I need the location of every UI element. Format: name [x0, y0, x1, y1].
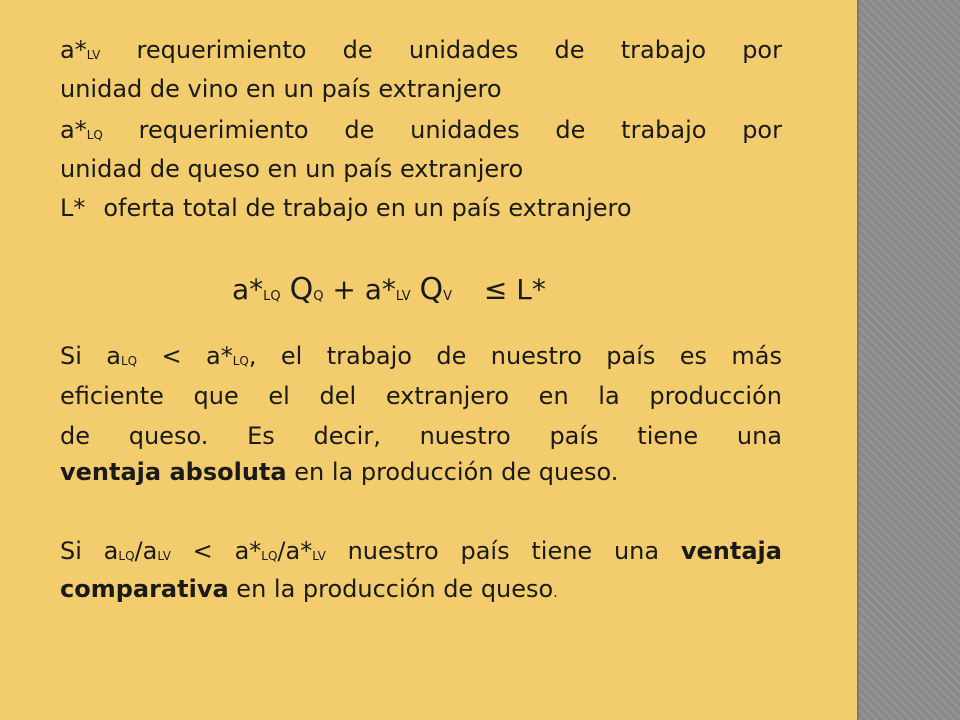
comparative-advantage-line1: Si aLQ/aLV < a*LQ/a*LV nuestro país tiene una ventaja: [60, 537, 782, 565]
comparative-advantage-line2: comparativa en la producción de queso.: [60, 575, 558, 603]
definition-text: requerimiento de unidades de trabajo por: [136, 36, 782, 64]
definition-alq-line2: unidad de queso en un país extranjero: [60, 155, 524, 183]
definition-alv: [60, 34, 782, 70]
labor-constraint-equation: a*LQ QQ + a*LV QV ≤ L*: [232, 272, 546, 307]
symbol: a*LQ: [60, 116, 103, 144]
term-comparativa: comparativa: [60, 575, 229, 603]
definition-text: requerimiento de unidades de trabajo por: [138, 116, 782, 144]
symbol: L*: [60, 194, 86, 222]
absolute-advantage-line4: ventaja absoluta en la producción de queso.: [60, 458, 619, 486]
symbol: a*LV: [60, 36, 101, 64]
definition-alq: [60, 114, 782, 150]
absolute-advantage-line2: eficiente que el del extranjero en la producción: [60, 382, 782, 410]
definition-l: [60, 192, 782, 224]
absolute-advantage-line3: de queso. Es decir, nuestro país tiene una: [60, 422, 782, 450]
definition-alv-line2: unidad de vino en un país extranjero: [60, 75, 502, 103]
definition-text: oferta total de trabajo en un país extranjero: [103, 194, 632, 222]
decorative-side-band: [857, 0, 960, 720]
term-ventaja-absoluta: ventaja absoluta: [60, 458, 287, 486]
absolute-advantage-line1: Si aLQ < a*LQ, el trabajo de nuestro país es más: [60, 342, 782, 370]
term-ventaja: ventaja: [680, 537, 782, 565]
